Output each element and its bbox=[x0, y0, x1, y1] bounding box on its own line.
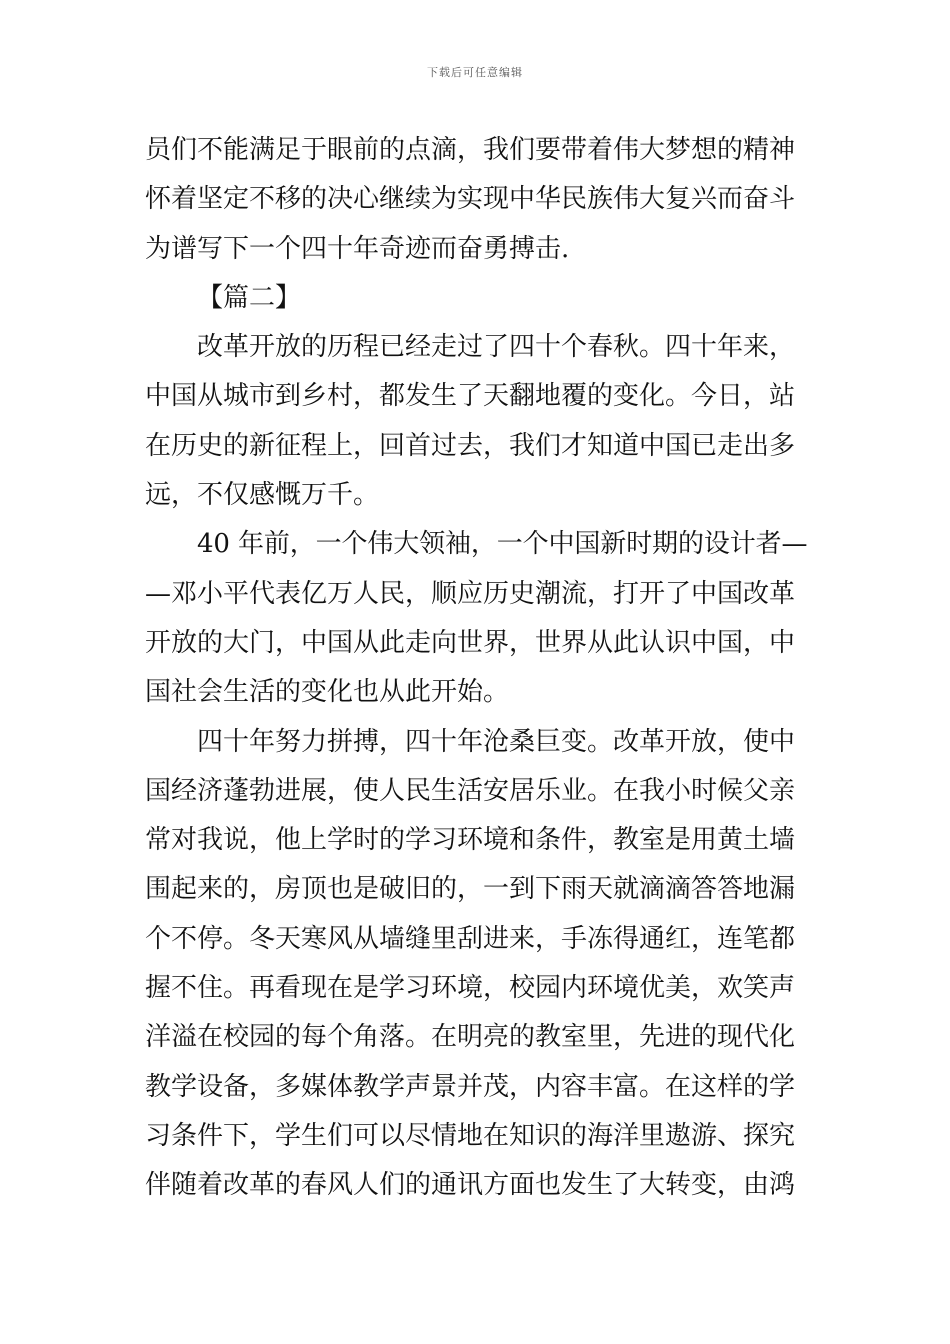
text-line: 员们不能满足于眼前的点滴，我们要带着伟大梦想的精神 bbox=[145, 135, 796, 165]
text-line: 为谱写下一个四十年奇迹而奋勇搏击. bbox=[145, 233, 570, 264]
text-line: 改革开放的历程已经走过了四十个春秋。四十年来， bbox=[197, 332, 796, 363]
text-line: 习条件下，学生们可以尽情地在知识的海洋里遨游、探究 bbox=[145, 1120, 796, 1151]
text-line: 个不停。冬天寒风从墙缝里刮进来，手冻得通红，连笔都 bbox=[145, 923, 796, 954]
document-body bbox=[145, 126, 807, 1211]
text-line: 中国从城市到乡村，都发生了天翻地覆的变化。今日，站 bbox=[145, 381, 796, 412]
text-line: 国经济蓬勃进展，使人民生活安居乐业。在我小时候父亲 bbox=[145, 775, 796, 806]
text-line: 国社会生活的变化也从此开始。 bbox=[145, 677, 510, 708]
text-line: 怀着坚定不移的决心继续为实现中华民族伟大复兴而奋斗 bbox=[145, 184, 796, 215]
text-line: 40 年前，一个伟大领袖，一个中国新时期的设计者— bbox=[197, 529, 808, 560]
text-line: 开放的大门，中国从此走向世界，世界从此认识中国，中 bbox=[145, 627, 796, 658]
text-line: 常对我说，他上学时的学习环境和条件，教室是用黄土墙 bbox=[145, 825, 796, 856]
text-line: 在历史的新征程上，回首过去，我们才知道中国已走出多 bbox=[145, 430, 796, 461]
text-line: —邓小平代表亿万人民，顺应历史潮流，打开了中国改革 bbox=[145, 578, 796, 609]
text-line: 洋溢在校园的每个角落。在明亮的教室里，先进的现代化 bbox=[145, 1022, 796, 1053]
text-line: 远，不仅感慨万千。 bbox=[145, 480, 380, 511]
text-line: 伴随着改革的春风人们的通讯方面也发生了大转变，由鸿 bbox=[145, 1170, 796, 1201]
text-line: 教学设备，多媒体教学声景并茂，内容丰富。在这样的学 bbox=[145, 1071, 796, 1102]
page-header: 下载后可任意编辑 bbox=[427, 66, 523, 79]
text-line: 四十年努力拼搏，四十年沧桑巨变。改革开放，使中 bbox=[197, 726, 796, 757]
text-line: 【篇二】 bbox=[197, 282, 302, 313]
text-line: 围起来的，房顶也是破旧的，一到下雨天就滴滴答答地漏 bbox=[145, 874, 796, 905]
text-line: 握不住。再看现在是学习环境，校园内环境优美，欢笑声 bbox=[145, 973, 796, 1004]
